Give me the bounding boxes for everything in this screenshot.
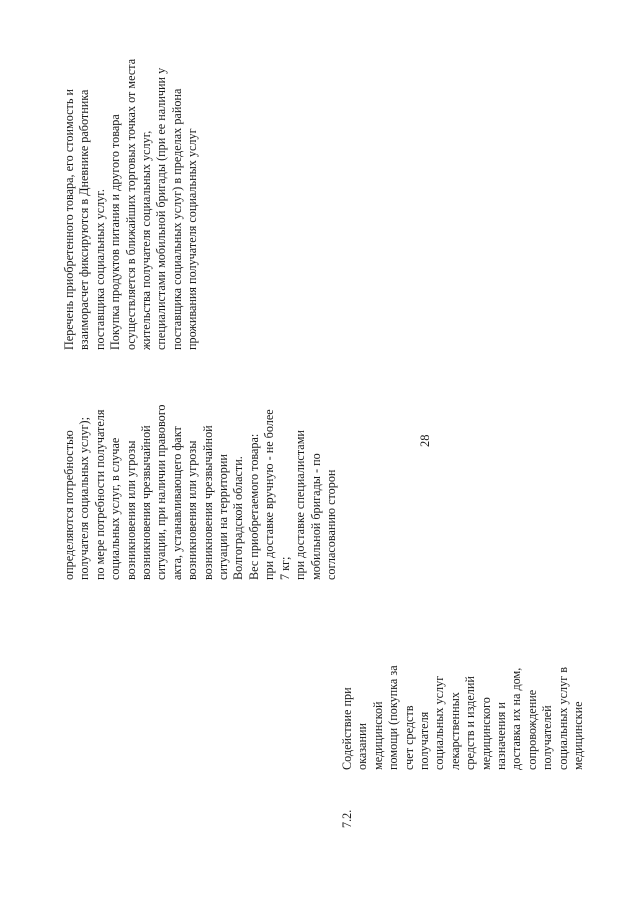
service-name-line: средств и изделий — [463, 676, 478, 770]
service-terms-cell — [62, 350, 339, 580]
service-terms-line: определяются потребностью — [62, 430, 76, 580]
service-procedure-line: взаиморасчет фиксируются в Дневнике работника — [77, 89, 92, 350]
service-name-line: медицинской — [370, 701, 385, 770]
service-procedure-line: специалистами мобильной бригады (при ее наличии у — [154, 67, 169, 350]
service-name-line: сопровождение — [524, 689, 539, 770]
service-procedure-line: поставщика социальных услуг. — [92, 189, 107, 350]
service-procedure-line: жительства получателя социальных услуг, — [139, 130, 154, 350]
service-terms-line: по мере потребности получателя — [92, 409, 107, 580]
service-name-line: получателя — [417, 711, 432, 770]
service-name-line: счет средств — [401, 705, 416, 770]
service-terms-line: при доставке вручную - не более — [262, 409, 277, 580]
service-name-line: медицинского — [478, 697, 493, 770]
service-procedure-line: Перечень приобретенного товара, его стоимость и — [62, 89, 76, 350]
service-procedure-line: проживания получателя социальных услуг — [185, 128, 200, 350]
service-name-line: получателей — [540, 705, 555, 770]
service-terms-line: получателя социальных услуг); — [77, 416, 92, 580]
service-name-cell — [340, 570, 587, 770]
service-name-line: помощи (покупка за — [386, 665, 401, 770]
service-terms-line: возникновения чрезвычайной — [200, 425, 215, 580]
service-terms-line: возникновения или угрозы — [185, 440, 200, 580]
service-terms-line: 7 кг; — [277, 556, 292, 580]
service-terms-line: Вес приобретаемого товара: — [246, 433, 261, 580]
service-name-line: Содействие при — [340, 687, 354, 770]
service-name-line: медицинские — [571, 701, 586, 770]
service-terms-line: возникновения чрезвычайной — [139, 425, 154, 580]
service-terms-line: социальных услуг, в случае — [108, 437, 123, 580]
service-name-line: социальных услуг — [432, 675, 447, 770]
page-number: 28 — [418, 434, 432, 447]
service-terms-line: ситуации, при наличии правового — [154, 404, 169, 580]
row-number: 7.2. — [340, 809, 354, 828]
service-procedure-line: осуществляется в ближайших торговых точках от места — [123, 58, 138, 350]
service-terms-line: акта, устанавливающего факт — [169, 426, 184, 580]
service-procedure-cell — [62, 20, 201, 350]
service-name-line: социальных услуг в — [555, 666, 570, 770]
service-procedure-line: Покупка продуктов питания и другого товара — [108, 114, 123, 350]
service-terms-line: согласованию сторон — [323, 469, 338, 580]
service-name-line: лекарственных — [447, 692, 462, 770]
service-terms-line: мобильной бригады - по — [308, 453, 323, 580]
service-terms-line: ситуации на территории — [216, 454, 231, 580]
service-name-line: доставка их на дом, — [509, 667, 524, 770]
service-name-line: оказании — [355, 722, 370, 770]
service-terms-line: возникновения или угрозы — [123, 440, 138, 580]
service-name-line: назначения и — [494, 702, 509, 770]
service-procedure-line: поставщика социальных услуг) в пределах района — [169, 88, 184, 350]
service-terms-line: при доставке специалистами — [293, 430, 308, 580]
service-terms-line: Волгоградской области. — [231, 456, 246, 580]
